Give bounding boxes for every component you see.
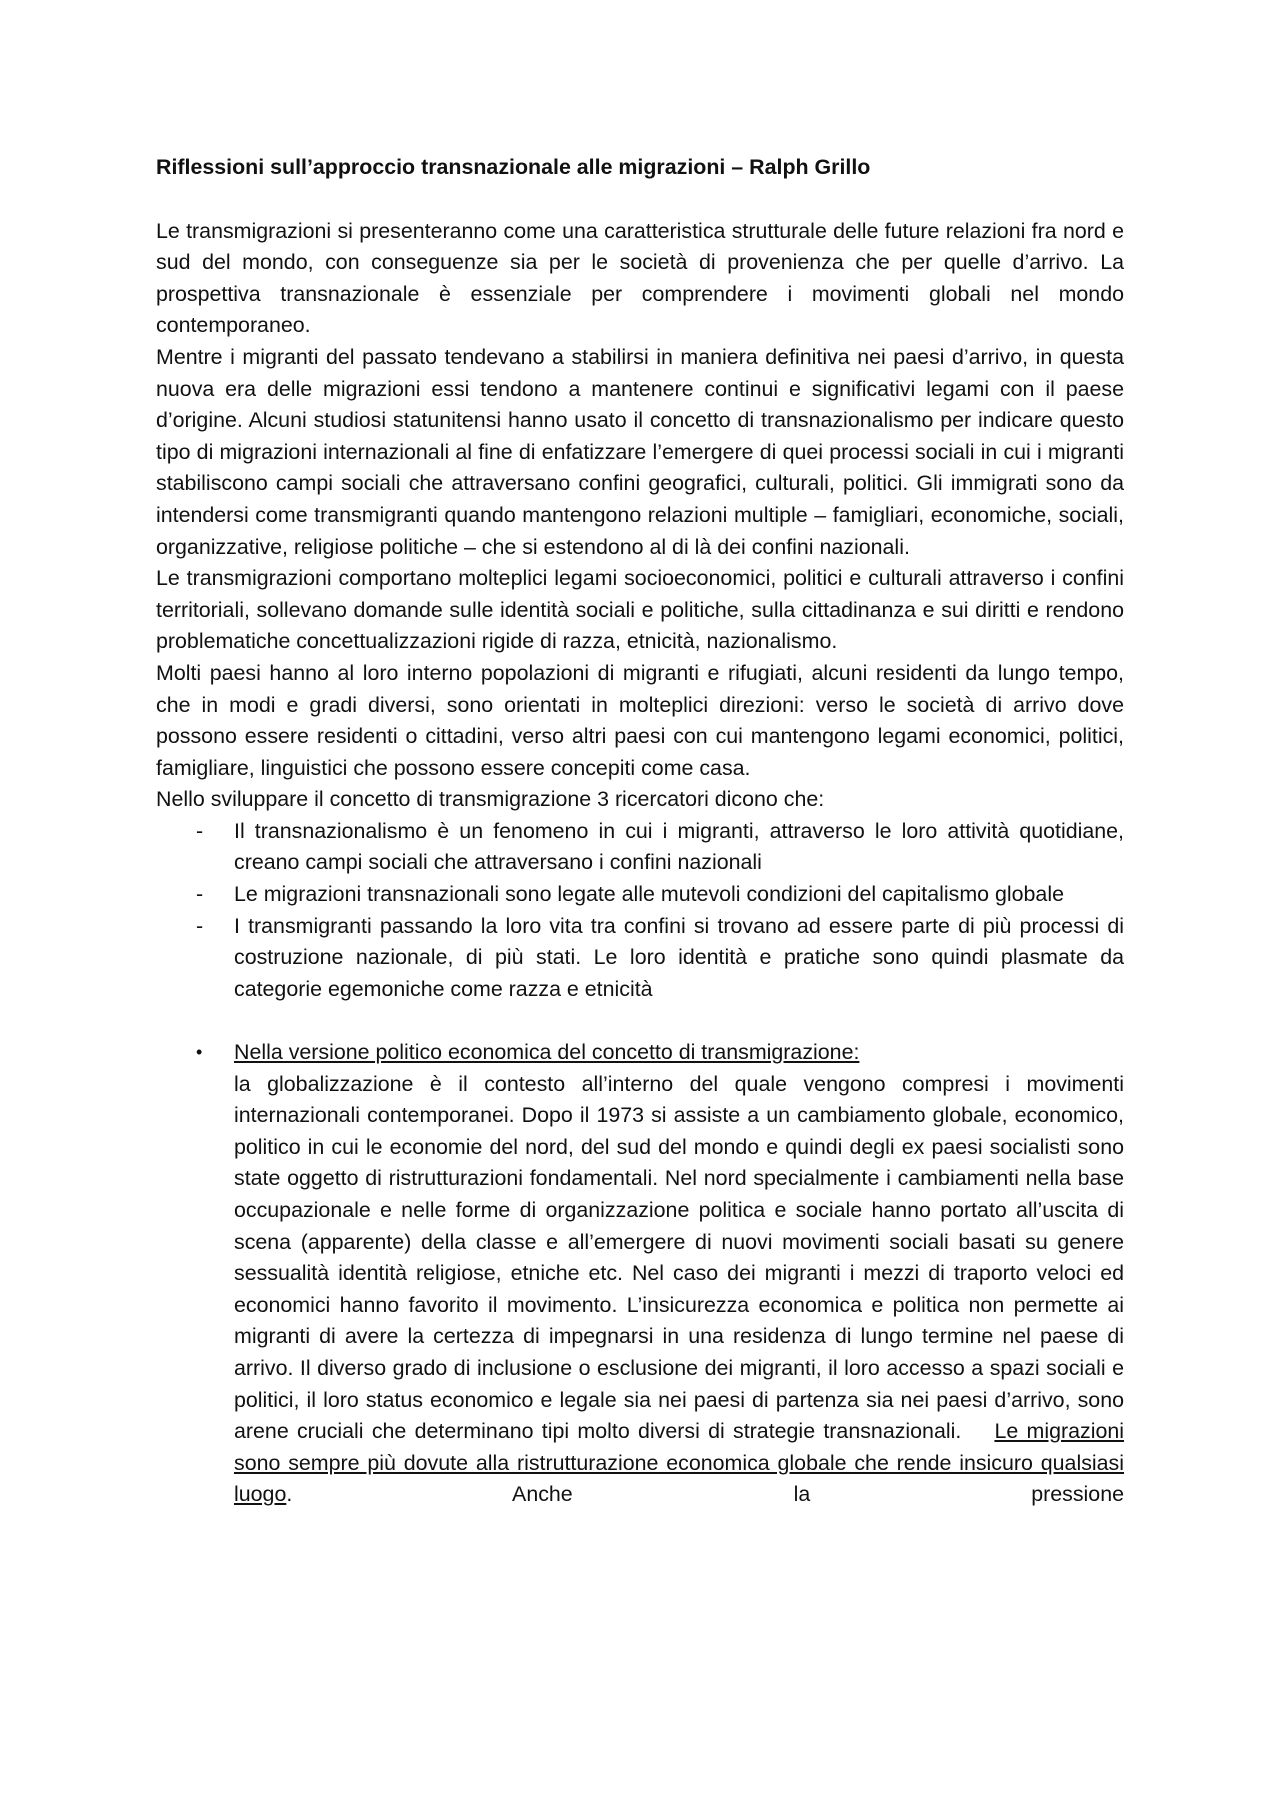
bullet-body-text: la globalizzazione è il contesto all’interno del quale vengono compresi i movimenti internazionali contemporanei. Dopo il 1973 si assiste a un cambiamento globale, economico, politico in cui le economie del nord, del sud del mondo e quindi degli ex paesi socialisti sono state oggetto di ristrutturazioni fondamentali. Nel nord specialmente i cambiamenti nella base occupazionale e nelle forme di organizzazione politica e sociale hanno portato all’uscita di scena (apparente) della classe e all’emergere di nuovi movimenti sociali basati su genere sessualità identità religiose, etniche etc. Nel caso dei migranti i mezzi di traporto veloci ed economici hanno favorito il movimento. L’insicurezza economica e politica non permette ai migranti di avere la certezza di impegnarsi in una residenza di lungo termine nel paese di arrivo. Il diverso grado di inclusione o esclusione dei migranti, il loro accesso a spazi sociali e politici, il loro status economico e legale sia nei paesi di partenza sia nei paesi d’arrivo, sono arene cruciali che determinano tipi molto diversi di strategie transnazionali. [234,1071,1124,1444]
paragraph-intro: Le transmigrazioni si presenteranno come una caratteristica strutturale delle future relazioni fra nord e sud del mondo, con conseguenze sia per le società di provenienza che per quelle d’arrivo. La prospettiva transnazionale è essenziale per comprendere i movimenti globali nel mondo contemporaneo. [156,218,1124,338]
bullet-tail-text: . Anche la pressione [286,1482,1124,1507]
bullet-marker: • [196,1042,203,1063]
paragraph-populations: Molti paesi hanno al loro interno popolazioni di migranti e rifugiati, alcuni residenti da lungo tempo, che in modi e gradi diversi, sono orientati in molteplici direzioni: verso le società di arrivo dove possono essere residenti o cittadini, verso altri paesi con cui mantengono legami economici, politici, famigliare, linguistici che possono essere concepiti come casa. [156,660,1124,780]
document-page [156,152,1124,1511]
bullet-section [156,1037,1124,1511]
dash-marker: - [196,882,204,907]
underlined-sentence: Le migrazioni sono sempre più dovute alla ristrutturazione economica globale che rende insicuro qualsiasi luogo [234,1419,1125,1507]
document-title: Riflessioni sull’approccio transnazionale alle migrazioni – Ralph Grillo [156,155,871,179]
list-item-text: Le migrazioni transnazionali sono legate alle mutevoli condizioni del capitalismo globale [234,882,1064,907]
spacer [156,1005,1124,1037]
list-item [156,911,1124,1006]
paragraph-transnationalism: Mentre i migranti del passato tendevano a stabilirsi in maniera definitiva nei paesi d’arrivo, in questa nuova era delle migrazioni essi tendono a mantenere continui e significativi legami con il paese d’origine. Alcuni studiosi statunitensi hanno usato il concetto di transnazionalismo per indicare questo tipo di migrazioni internazionali al fine di enfatizzare l’emergere di quei processi sociali in cui i migranti stabiliscono campi sociali che attraversano confini geografici, culturali, politici. Gli immigrati sono da intendersi come transmigranti quando mantengono relazioni multiple – famigliari, economiche, sociali, organizzative, religiose politiche – che si estendono al di là dei confini nazionali. [156,344,1124,559]
dash-marker: - [196,818,204,843]
paragraph-transmigrations: Le transmigrazioni comportano molteplici legami socioeconomici, politici e culturali attraverso i confini territoriali, sollevano domande sulle identità sociali e politiche, sulla cittadinanza e sui diritti e rendono problematiche concettualizzazioni rigide di razza, etnicità, nazionalismo. [156,566,1124,654]
bullet-body [234,1069,1124,1511]
list-item [156,879,1124,911]
list-item-text: I transmigranti passando la loro vita tra confini si trovano ad essere parte di più processi di costruzione nazionale, di più stati. Le loro identità e pratiche sono quindi plasmate da categorie egemoniche come razza e etnicità [234,913,1124,1001]
list-item-text: Il transnazionalismo è un fenomeno in cui i migranti, attraverso le loro attività quotidiane, creano campi sociali che attraversano i confini nazionali [234,818,1124,875]
bullet-heading: Nella versione politico economica del concetto di transmigrazione: [234,1040,860,1065]
dash-marker: - [196,913,204,938]
list-item [156,816,1124,879]
paragraph-researchers: Nello sviluppare il concetto di transmigrazione 3 ricercatori dicono che: [156,787,825,812]
dash-list [156,816,1124,1006]
